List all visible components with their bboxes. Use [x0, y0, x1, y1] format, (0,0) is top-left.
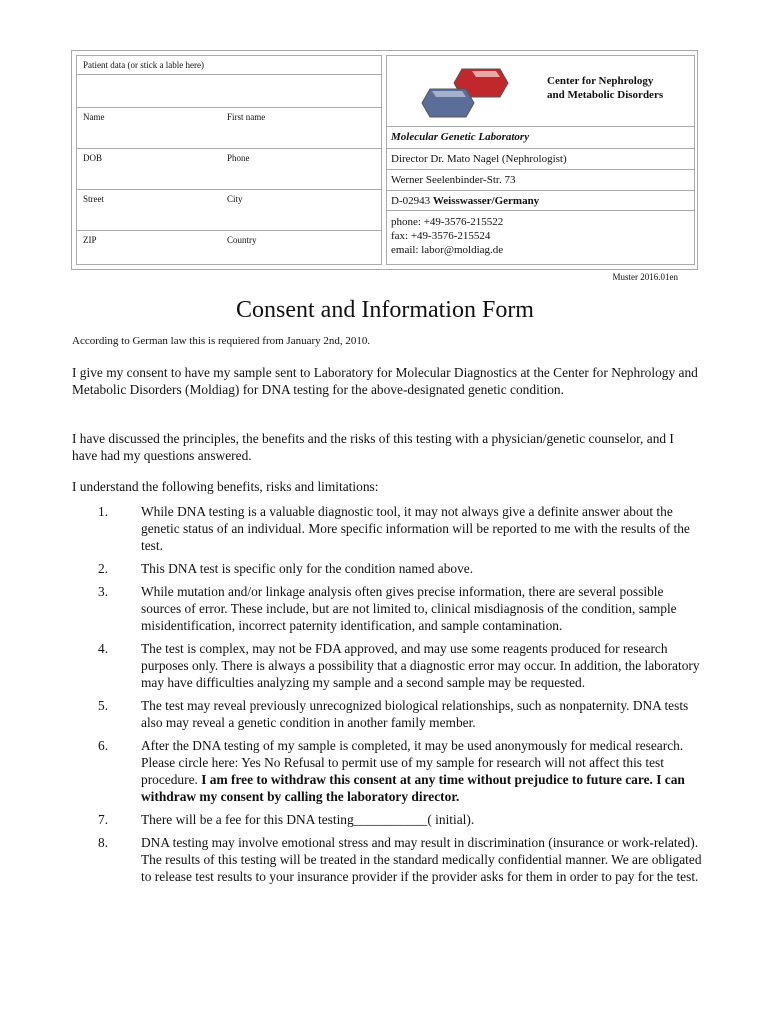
list-item	[72, 560, 702, 577]
item-text: The test is complex, may not be FDA approved, and may use some reagents produced for research purposes only. There is always a possibility that a diagnostic error may occur. In addition, the laboratory may have difficulties analyzing my sample and a second sample may be requested.	[141, 641, 700, 690]
header-table	[71, 50, 698, 270]
logo-area	[386, 55, 695, 127]
item-number: 2.	[98, 561, 109, 576]
item-text: While DNA testing is a valuable diagnostic tool, it may not always give a definite answer about the genetic status of an individual. More specific information will be reported to me with the results of the test.	[141, 504, 690, 553]
center-name	[547, 74, 663, 102]
lab-email[interactable]: email: labor@moldiag.de	[391, 244, 504, 256]
first-name-label: First name	[227, 112, 266, 122]
street-row[interactable]	[76, 190, 382, 231]
postal-prefix: D-02943	[391, 195, 433, 207]
item-number: 7.	[98, 812, 109, 827]
item-number: 1.	[98, 504, 109, 519]
consent-paragraph: I give my consent to have my sample sent to Laboratory for Molecular Diagnostics at the Center for Nephrology and Metabolic Disorders (Moldiag) for DNA testing for the above-designated genetic condition.	[72, 365, 698, 397]
zip-label: ZIP	[83, 235, 97, 245]
law-note: According to German law this is requiered from January 2nd, 2010.	[72, 335, 371, 347]
patient-data-title: Patient data (or stick a lable here)	[76, 55, 382, 75]
form-version: Muster 2016.01en	[612, 272, 678, 282]
name-row[interactable]	[76, 108, 382, 149]
list-item	[72, 503, 702, 554]
director: Director Dr. Mato Nagel (Nephrologist)	[386, 149, 695, 170]
center-name-line1: Center for Nephrology	[547, 75, 654, 87]
item-number: 6.	[98, 738, 109, 753]
zip-row[interactable]	[76, 231, 382, 265]
lab-name: Molecular Genetic Laboratory	[386, 127, 695, 149]
page-title: Consent and Information Form	[236, 297, 534, 323]
list-item	[72, 811, 702, 828]
conditions-list	[72, 503, 702, 891]
logo-blue-highlight	[432, 91, 466, 97]
item-text: The test may reveal previously unrecognized biological relationships, such as nonpaternity. DNA tests also may reveal a genetic condition in another family member.	[141, 698, 689, 730]
city-country: Weisswasser/Germany	[432, 195, 540, 207]
dob-row[interactable]	[76, 149, 382, 190]
list-item	[72, 583, 702, 634]
patient-label-area[interactable]	[76, 75, 382, 108]
item-text: While mutation and/or linkage analysis often gives precise information, there are several possible sources of error. These include, but are not limited to, clinical misdiagnosis of the condition, sample misidentification, incorrect paternity identification, and sample contamination.	[141, 584, 677, 633]
understanding-paragraph: I understand the following benefits, risks and limitations:	[72, 479, 379, 494]
item-number: 8.	[98, 835, 109, 850]
list-item	[72, 697, 702, 731]
city-label: City	[227, 194, 243, 204]
withdraw-consent-note: I am free to withdraw this consent at any time without prejudice to future care. I can withdraw my consent by calling the laboratory director.	[141, 772, 685, 804]
moldiag-logo-icon	[412, 61, 512, 125]
discussion-paragraph: I have discussed the principles, the benefits and the risks of this testing with a physician/genetic counselor, and I have had my questions answered.	[72, 431, 674, 463]
list-item	[72, 640, 702, 691]
item-text: There will be a fee for this DNA testing___________( initial).	[141, 812, 475, 827]
list-item	[72, 737, 702, 805]
name-label: Name	[83, 112, 105, 122]
lab-street: Werner Seelenbinder-Str. 73	[386, 170, 695, 191]
item-text: This DNA test is specific only for the condition named above.	[141, 561, 474, 576]
item-number: 4.	[98, 641, 109, 656]
center-name-line2: and Metabolic Disorders	[547, 89, 664, 101]
lab-fax: fax: +49-3576-215524	[391, 230, 491, 242]
country-label: Country	[227, 235, 257, 245]
list-item	[72, 834, 702, 885]
phone-label: Phone	[227, 153, 250, 163]
lab-phone: phone: +49-3576-215522	[391, 216, 504, 228]
logo-red-highlight	[472, 71, 500, 77]
item-text: After the DNA testing of my sample is completed, it may be used anonymously for medical research. Please circle here: Yes No Refusal to permit use of my sample for research will not affect this test procedure.	[141, 738, 684, 787]
lab-contact	[386, 211, 695, 265]
dob-label: DOB	[83, 153, 103, 163]
lab-city	[386, 191, 695, 211]
street-label: Street	[83, 194, 104, 204]
item-text: DNA testing may involve emotional stress and may result in discrimination (insurance or work-related). The results of this testing will be treated in the standard medically confidential manner. We are obligated to release test results to your insurance provider if the provider asks for them in order to pay for the test.	[141, 835, 702, 884]
item-number: 3.	[98, 584, 109, 599]
item-number: 5.	[98, 698, 109, 713]
